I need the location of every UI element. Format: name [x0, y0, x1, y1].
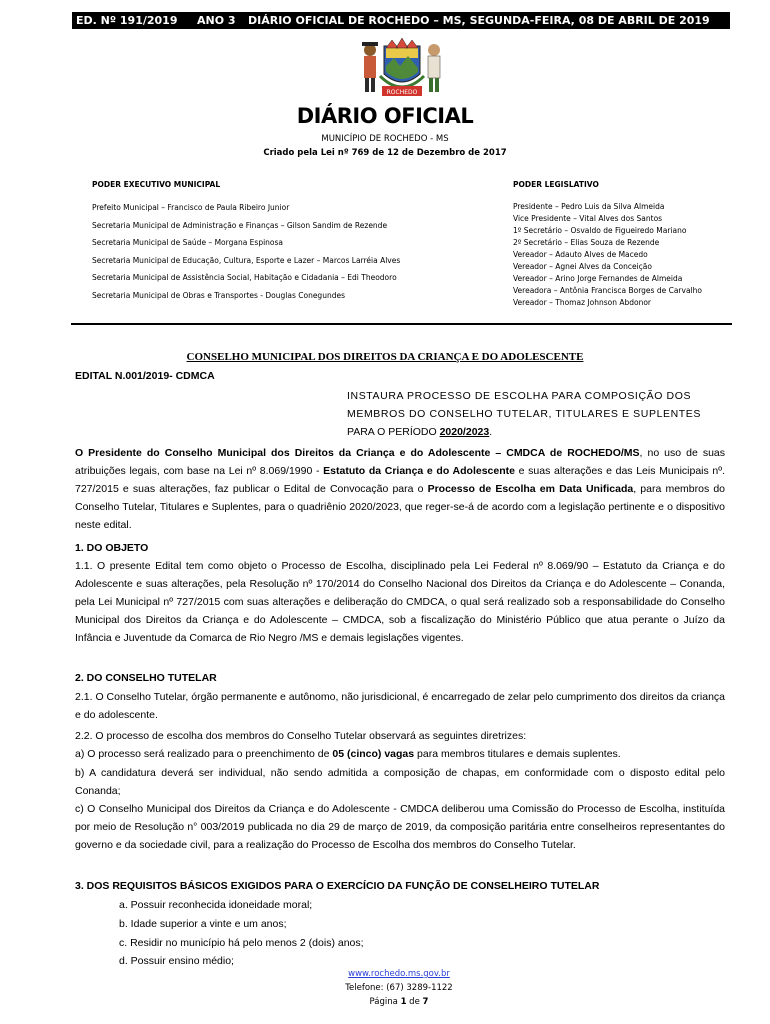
legislative-item: Vereadora – Antônia Francisca Borges de Carvalho [513, 286, 702, 295]
intro-bold: O Presidente do Conselho Municipal dos Direitos da Criança e do Adolescente – CMDCA de ROCHEDO/MS [75, 447, 640, 459]
intro-paragraph [75, 444, 725, 534]
section-title: CONSELHO MUNICIPAL DOS DIREITOS DA CRIANÇA E DO ADOLESCENTE [186, 351, 584, 363]
website-link[interactable]: www.rochedo.ms.gov.br [348, 969, 450, 979]
crest-banner-text: ROCHEDO [386, 89, 418, 96]
legislative-item: Vereador – Adauto Alves de Macedo [513, 250, 648, 259]
legislative-item: 2º Secretário – Elias Souza de Rezende [513, 238, 660, 247]
executive-item: Secretaria Municipal de Assistência Social, Habitação e Cidadania – Edi Theodoro [92, 273, 397, 282]
section-1-paragraph: 1.1. O presente Edital tem como objeto o Processo de Escolha, disciplinado pela Lei Federal nº 8.069/90 – Estatuto da Criança e do Adolescente e suas alterações, pela Resolução nº 170/2014 do Conselho Nacional dos Direitos da Criança e do Adolescente – Conanda, pela Lei Municipal nº 727/2015 com suas alterações e deliberação do CMDCA, o qual será realizado sob a responsabilidade do Conselho Municipal dos Direitos da Criança e do Adolescente – CMDCA, sob a fiscalização do Ministério Público que atua perante o Juízo da Infância e Juventude da Comarca de Rio Negro /MS e demais legislações vigentes. [75, 560, 725, 644]
publication-line: DIÁRIO OFICIAL DE ROCHEDO – MS, SEGUNDA-FEIRA, 08 DE ABRIL DE 2019 [248, 14, 710, 27]
executive-item: Secretaria Municipal de Administração e Finanças – Gilson Sandim de Rezende [92, 221, 388, 230]
legislative-item: Vice Presidente – Vital Alves dos Santos [513, 214, 663, 223]
executive-item: Prefeito Municipal – Francisco de Paula Ribeiro Junior [92, 203, 290, 212]
section-2-a-text: a) O processo será realizado para o preenchimento de [75, 748, 333, 760]
section-1-title: 1. DO OBJETO [75, 542, 149, 554]
legislative-item: 1º Secretário – Osvaldo de Figueiredo Mariano [513, 226, 687, 235]
section-2-a-text: para membros titulares e demais suplentes. [414, 748, 621, 760]
page-prefix: Página [369, 997, 401, 1007]
header-divider [71, 323, 732, 325]
edital-number: EDITAL N.001/2019- CDMCA [75, 370, 215, 382]
executive-item: Secretaria Municipal de Obras e Transportes - Douglas Conegundes [92, 291, 345, 300]
intro-text: , no uso de suas atribuições legais, com base na Lei nº 8.069/1990 - [75, 447, 725, 477]
legislative-item: Vereador – Agnei Alves da Conceição [513, 262, 652, 271]
creation-law: Criado pela Lei nº 769 de 12 de Dezembro de 2017 [263, 148, 507, 158]
executive-item: Secretaria Municipal de Educação, Cultura, Esporte e Lazer – Marcos Larréia Alves [92, 256, 401, 265]
ementa-line: INSTAURA PROCESSO DE ESCOLHA PARA COMPOSIÇÃO DOS [347, 390, 692, 402]
requirement-item: d. Possuir ensino médio; [119, 955, 234, 967]
footer-phone: Telefone: (67) 3289-1122 [345, 983, 453, 993]
requirement-item: a. Possuir reconhecida idoneidade moral; [119, 899, 313, 911]
legislative-item: Presidente – Pedro Luis da Silva Almeida [513, 202, 665, 211]
ementa-line [347, 426, 725, 438]
ementa-text: PARA O PERÍODO [347, 426, 440, 438]
section-2-b [75, 764, 725, 800]
section-2-c [75, 800, 725, 854]
intro-bold: Estatuto da Criança e do Adolescente [323, 465, 515, 477]
requirement-item: b. Idade superior a vinte e um anos; [119, 918, 287, 930]
municipal-crest-icon [356, 36, 448, 102]
ementa-end: . [489, 426, 493, 438]
edition-year: ANO 3 [197, 14, 236, 27]
ementa-line: MEMBROS DO CONSELHO TUTELAR, TITULARES E SUPLENTES [347, 408, 702, 420]
section-2-title: 2. DO CONSELHO TUTELAR [75, 672, 217, 684]
edition-header-bar [72, 12, 730, 29]
section-2-a [75, 748, 725, 760]
section-3-title: 3. DOS REQUISITOS BÁSICOS EXIGIDOS PARA O EXERCÍCIO DA FUNÇÃO DE CONSELHEIRO TUTELAR [75, 880, 600, 892]
legislative-item: Vereador – Arino Jorge Fernandes de Almeida [513, 274, 683, 283]
vacancies: 05 (cinco) vagas [332, 748, 415, 760]
intro-text: e suas alterações e das Leis Municipais nº. 727/2015 e suas alterações, faz publicar o Edital de Convocação para o [75, 465, 726, 495]
section-2-c-paragraph: c) O Conselho Municipal dos Direitos da Criança e do Adolescente - CMDCA deliberou uma Comissão do Processo de Escolha, instituída por meio de Resolução n° 003/2019 publicada no dia 29 de março de 2019, da composição paritária entre conselheiros representantes do governo e da sociedade civil, para a realização do Processo de Escolha dos membros do Conselho Tutelar. [75, 803, 725, 851]
section-2-1-paragraph: 2.1. O Conselho Tutelar, órgão permanente e autônomo, não jurisdicional, é encarregado de zelar pelo cumprimento dos direitos da criança e do adolescente. [75, 691, 725, 721]
section-1-text [75, 557, 725, 647]
page-current: 1 [400, 997, 407, 1007]
footer-page-number [0, 997, 770, 1007]
page-mid: de [406, 997, 423, 1007]
section-2-2: 2.2. O processo de escolha dos membros do Conselho Tutelar observará as seguintes diretrizes: [75, 730, 527, 742]
requirement-item: c. Residir no município há pelo menos 2 (dois) anos; [119, 937, 364, 949]
intro-bold: Processo de Escolha em Data Unificada [427, 483, 634, 495]
legislative-item: Vereador – Thomaz Johnson Abdonor [513, 298, 651, 307]
page-total: 7 [422, 997, 429, 1007]
municipality-name: MUNICÍPIO DE ROCHEDO - MS [321, 134, 449, 144]
ementa-period: 2020/2023 [439, 426, 490, 438]
legislative-heading: PODER LEGISLATIVO [513, 180, 599, 189]
edition-number: ED. Nº 191/2019 [76, 14, 178, 27]
executive-heading: PODER EXECUTIVO MUNICIPAL [92, 180, 221, 189]
intro-text: , para membros do Conselho Tutelar, Titulares e Suplentes, para o quadriênio 2020/2023, que reger-se-á de acordo com a legislação pertinente e o dispositivo neste edital. [75, 483, 726, 531]
section-2-1 [75, 688, 725, 724]
masthead-title: DIÁRIO OFICIAL [296, 104, 474, 128]
section-2-b-paragraph: b) A candidatura deverá ser individual, não sendo admitida a composição de chapas, em conformidade com o disposto edital pelo Conanda; [75, 767, 725, 797]
footer-website [0, 969, 770, 979]
executive-item: Secretaria Municipal de Saúde – Morgana Espinosa [92, 238, 284, 247]
